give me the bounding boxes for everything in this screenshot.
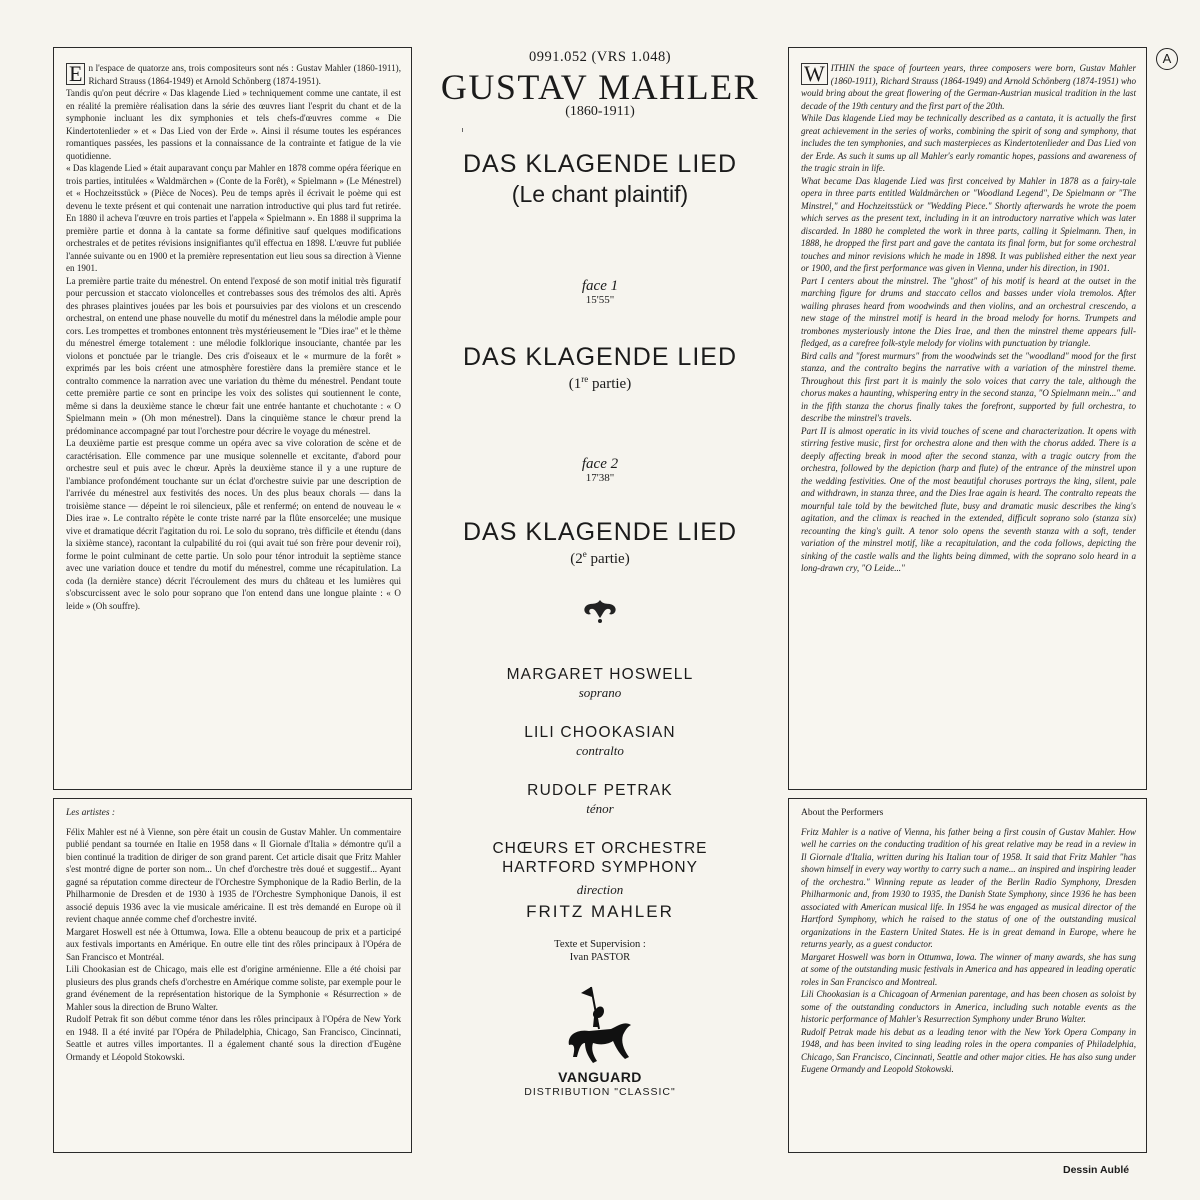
performer-role: contralto (576, 743, 624, 758)
french-paragraph: « Das klagende Lied » était auparavant conçu par Mahler en 1878 comme opéra féerique en trois parties, intitulées « Waldmärchen » (Conte de la Forêt), « Spielmann » (Le Ménestrel) et « Hochzeitsstück » (Pièce de Noces). Peu de temps après il écrivait le poème qui est devenu le texte présent et qui contenait une narration introductive qui plus tard fut retirée. En 1880 il acheva l'œuvre en trois parties et l'appela « Spielmann ». En 1888 il supprima la première partie et donna à la cantate sa forme définitive sauf quelques modifications orchestrales et de petites révisions insignifiantes qu'il effectua en 1898. L'œuvre fut publiée l'année suivante ou en 1900 et la première representation eut lieu sous sa direction à Vienne en 1901. (66, 163, 401, 273)
face1-label: face 1 (581, 278, 619, 294)
english-paragraph: Part II is almost operatic in its vivid touches of scene and characterization. It opens with stirring festive music, first for orchestra alone and then with the chorus added. There is a deeply affecting break in mood after the second stanza, with a tragic outcry from the orchestra, followed by the depiction (harp and flute) of the entrance of the minstrel upon the wedding festivities. One of the most beautiful choruses portrays the king, silent, pale and withdrawn, in stanza three, and the Dies Irae again is heard. The contralto repeats the mournful tale told by the bewitched flute, busy and dramatic music describes the king's agitation, and the climax is reached in the extended, difficult soprano solo (stanza six) recounting the king's guilt. A tenor solo opens the seventh stanza with a soft, tender variation of the minstrel motif, like a recapitulation, and the coda follows, depicting the sinking of the castle walls and the lights being dimmed, with the soprano solo heard in a long-drawn cry, "O Leide..." (801, 425, 1136, 573)
french-artist-paragraph: Lili Chookasian est de Chicago, mais elle est d'origine arménienne. Elle a été choisi par plusieurs des plus grands chefs d'orchestre en Amérique comme soliste, par exemple pour le grand événement de la représentation historique de la Symphonie « Résurrection » de Mahler sous la direction de Bruno Walter. (66, 964, 401, 1012)
face1-part: (1re partie) (568, 374, 632, 392)
ornament-icon (576, 596, 624, 624)
french-paragraph: La deuxième partie est presque comme un opéra avec sa vive coloration de scène et de caractérisation. Elle commence par une musique solennelle et excitante, d'abord pour orchestre seul et puis avec le chœur. Après la deuxième stance il y a une rupture de l'ambiance profondément touchante sur un éclat d'orchestre suivie par une description de l'arrivée du ménestrel aux festivités des noces. Un des plus beaux chorals — dans la troisième stance — dépeint le roi silencieux, pâle et renfermé; on entend de nouveau le « Dies irae ». Le contralto répète le conte triste narré par la flûte ensorcelée; une musique vive et dramatique décrit l'agitation du roi. Le solo du soprano, très difficile et étendu (dans la sixième stance), racontant la culpabilité du roi (qui avait tué son frère pour devenir roi), forme le point culminant de cette partie. Un solo pour ténor introduit la septième stance avec une variation douce et tendre du motif du ménestrel, comme une récapitulation. La coda (la dernière stance) décrit l'écroulement des murs du château et les lumières qui s'obscurcissent avec le solo pour soprano que l'on entend dans une longue plainte : « O leide » (Oh souffre). (66, 438, 401, 611)
direction-label: direction (576, 882, 624, 897)
english-performer-paragraph: Margaret Hoswell was born in Ottumwa, Iowa. The winner of many awards, she has sung at some of the outstanding music festivals in America and has appeared in leading operatic roles in San Francisco and Montreal. (801, 951, 1136, 987)
english-performer-paragraph: Lili Chookasian is a Chicagoan of Armenian parentage, and has been chosen as soloist by some of the outstanding conductors in America, including such notable events as the historic performance of Mahler's Resurrection Symphony under Bruno Walter. (801, 989, 1136, 1024)
english-paragraph: Part I centers about the minstrel. The "ghost" of his motif is heard at the outset in the marching figure for drums and staccato cellos and basses under viola tremolos. After wailing phrases heard from woodwinds and then violins, and an orchestral crescendo, a new stage of the minstrel motif is heard in the broad melody for horns. Trumpets and trombones mysteriously intone the Dies Irae, and then the minstrel theme appears full-fledged, as a carefree folk-style melody for violins with punctuation by triangle. (801, 275, 1136, 348)
conductor-name: FRITZ MAHLER (526, 902, 674, 921)
english-paragraph: ITHIN the space of fourteen years, three composers were born, Gustav Mahler (1860-1911), Richard Strauss (1864-1949) and Arnold Schönberg (1874-1951) who would bring about the great flowering of the German-Austrian musical tradition in the last decade of the 19th century and the first part of the 20th. (801, 63, 1136, 111)
french-paragraph: Tandis qu'on peut décrire « Das klagende Lied » techniquement comme une cantate, il est en réalité la première réalisation dans la série des œuvres liant l'esprit du chant et de la symphonie incluant les dix symphonies et tels chefs-d'œuvres comme « Die Kindertotenlieder » et « Das Lied von der Erde ». Ainsi il résume toutes les espérances romantiques passées, les passions et la connaissance de la contrainte et fatigue de la vie quotidienne. (66, 88, 401, 161)
artwork-credit: Dessin Aublé (1063, 1164, 1130, 1176)
performer-name: RUDOLF PETRAK (527, 782, 673, 799)
composer-name: GUSTAV MAHLER (440, 67, 760, 107)
french-artists-heading: Les artistes : (66, 808, 116, 818)
face1-title: DAS KLAGENDE LIED (462, 343, 738, 371)
performer-role: ténor (586, 801, 614, 816)
english-paragraph: Bird calls and "forest murmurs" from the woodwinds set the "woodland" mood for the first stanza, and the contralto begins the narrative with a variation of the minstrel theme. Throughout this first part it is mainly the solo voices that carry the tale, although the chorus makes a haunting, whispering entry in the second stanza, "O Spielmann mein..." and in the fifth stanza the chorus finally takes the forefront, supported by full orchestra, to describe the minstrel's travels. (801, 350, 1136, 423)
english-performers-heading: About the Performers (801, 808, 884, 818)
supervision-label: Texte et Supervision : (554, 939, 646, 950)
performer-name: LILI CHOOKASIAN (524, 724, 676, 741)
divider-tick (462, 128, 463, 132)
french-artist-paragraph: Margaret Hoswell est née à Ottumwa, Iowa. Elle a obtenu beaucoup de prix et a participé aux festivals importants en Amérique. En outre elle tint des rôles principaux à l'Opéra de San Francisco et Montréal. (66, 926, 401, 962)
work-subtitle: (Le chant plaintif) (511, 181, 689, 207)
face2-label: face 2 (581, 456, 619, 472)
side-a-marker: A (1156, 48, 1178, 70)
french-artists-panel (53, 798, 412, 1153)
english-notes-panel (788, 47, 1147, 790)
french-notes-panel (53, 47, 412, 790)
label-name: VANGUARD (558, 1069, 642, 1085)
face2-duration: 17'38" (585, 472, 615, 484)
english-performers-panel (788, 798, 1147, 1153)
french-paragraph: n l'espace de quatorze ans, trois compositeurs sont nés : Gustav Mahler (1860-1911), Richard Strauss (1864-1949) et Arnold Schönberg (1874-1951). (88, 63, 401, 86)
english-paragraph: What became Das klagende Lied was first conceived by Mahler in 1878 as a fairy-tale opera in three parts entitled Waldmärchen or "Woodland Legend", De Spielmann or "The Minstrel," and Hochzeitsstück or "Wedding Piece." Shortly afterwards he wrote the poem which serves as the present text, including in it an introductory narrative which was later discarded. In 1880 he completed the work in three parts, calling it Spielmann. Then, in 1888, he dropped the first part and gave the cantata its final form, but for some orchestral touches and minor revisions which he made in 1898. It was published either the next year or 1900, and the first performance was given in Vienna, under his direction, in 1901. (801, 175, 1136, 273)
french-artist-paragraph: Rudolf Petrak fit son début comme ténor dans les rôles principaux à l'Opéra de New York en 1948. Il a été invité par l'Opéra de Philadelphia, Chicago, San Francisco, Cincinnati, Seattle et autres villes importantes. Il a également chanté sous la direction d'Eugène Ormandy et Léopold Stokowski. (66, 1014, 401, 1062)
english-performer-paragraph: Rudolf Petrak made his debut as a leading tenor with the New York Opera Company in 1948, and has been invited to sing leading roles in the opera companies of Philadelphia, Chicago, San Francisco, Cincinnati, Seattle and other major cities. He has also sung under Eugene Ormandy and Leopold Stokowski. (801, 1026, 1136, 1074)
distribution-label: DISTRIBUTION "CLASSIC" (524, 1086, 676, 1098)
catalog-number: 0991.052 (VRS 1.048) (528, 49, 672, 65)
english-paragraph: While Das klagende Lied may be technically described as a cantata, it is actually the first great achievement in the series of works, combining the spirit of song and symphony, that includes the ten symphonies, and such masterpieces as Kindertotenlieder and Das Lied von der Erde. As such it sums up all Mahler's early romantic hopes, passions and awareness of the tragic strain in life. (801, 113, 1136, 173)
english-dropcap: W (801, 63, 828, 85)
face2-part: (2e partie) (570, 549, 630, 567)
composer-dates: (1860-1911) (565, 104, 635, 119)
orchestra-line2: HARTFORD SYMPHONY (502, 859, 698, 876)
work-title: DAS KLAGENDE LIED (462, 150, 738, 178)
french-artist-paragraph: Félix Mahler est né à Vienne, son père était un cousin de Gustav Mahler. Un commentaire publié pendant sa tournée en Italie en 1958 dans « Il Giornale d'Italia » démontre qu'il a bien continué la tradition de diriger de son grand parent. Cet article disait que Fritz Mahler s'est montré digne de porter son nom... Un chef d'orchestre très doué et suggestif... Ayant gagné sa réputation comme directeur de l'Orchestre Symphonique de la Radio Berlin, de la Philharmonie de Dresden et de 1930 à 1935 de l'Orchestre Symphonique Danois, il est associé depuis 1936 avec la vie musicale américaine. Il est très demandé en Europe où il revient chaque année comme chef d'orchestre invité. (66, 826, 401, 924)
performer-name: MARGARET HOSWELL (506, 666, 694, 683)
french-paragraph: La première partie traite du ménestrel. On entend l'exposé de son motif initial très figuratif pour percussion et staccato violoncelles et contrebasses sous des trémolos des alti. Après des phrases plaintives jouées par les bois et poursuivies par des violons et un crescendo orchestral, on entend une phase nouvelle du motif du ménestrel dans la mélodie ample pour cors. Les trompettes et trombones entonnent très mystérieusement le "Dies irae" et le thème du ménestrel émerge totalement : une mélodie folklorique insouciante, chantée par les violons et ponctuée par le triangle. Des cris d'oiseaux et le « murmure de la forêt » exprimés par les bois créent une atmosphère forestière dans la première stance et le contralto commence la narration avec une variation du thème du ménestrel. Pendant toute cette première partie ce sont en principe les voix des solistes qui soutiennent le conte, même si dans la deuxième stance le chœur fait une entrée hantante et chuchotante : « O Spielmann mein » (Oh mon ménestrel). Dans la cinquième stance le chœur prend la prédominance accompagné par tout l'orchestre pour décrire le voyage du ménestrel. (66, 275, 401, 436)
french-dropcap: E (66, 63, 85, 85)
vanguard-knight-logo (563, 985, 637, 1065)
face2-title: DAS KLAGENDE LIED (462, 518, 738, 546)
performer-role: soprano (578, 685, 622, 700)
english-performer-paragraph: Fritz Mahler is a native of Vienna, his father being a first cousin of Gustav Mahler. How well he carries on the conducting tradition of his great relative may be read in a review in Il Giornale d'Italia, written during his Italian tour of 1958. It said that Fritz Mahler "has shown himself in every way worthy to carry such a name... an inspired and inspiring leader of the orchestra." Winning repute as leader of the Berlin Radio Symphony, Dresden Philharmonic and, from 1930 to 1935, the Danish State Symphony, since 1936 he has been associated with American musical life. In 1954 he was engaged as musical director of the Hartford Symphony, which he raised to the status of one of the outstanding musical organizations in the Eastern United States. He is in great demand in Europe, where he returns yearly, as a guest conductor. (801, 826, 1136, 949)
orchestra-line1: CHŒURS ET ORCHESTRE (492, 840, 708, 857)
supervisor-name: Ivan PASTOR (569, 952, 631, 963)
face1-duration: 15'55" (585, 294, 615, 306)
